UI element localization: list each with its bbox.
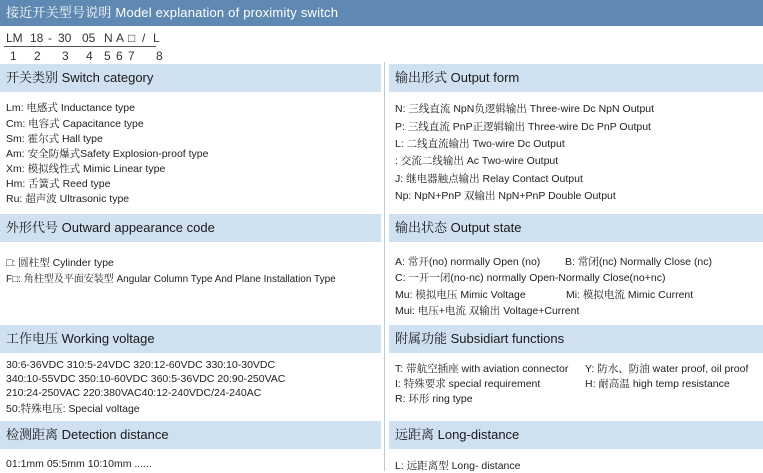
code-index: 4 [86, 49, 93, 63]
detection-distance-list [6, 458, 378, 471]
output-state-list [395, 254, 761, 320]
list-item: □: 圆柱型 Cylinder type [6, 257, 114, 269]
code-part: 30 [58, 31, 72, 45]
detection-distance-header: 检测距离 Detection distance [0, 421, 381, 449]
code-index: 3 [62, 49, 69, 63]
code-index: 1 [10, 49, 17, 63]
list-item: B: 常闭(nc) Normally Close (nc) [565, 256, 713, 268]
code-part: □ [128, 31, 136, 45]
list-item: Am: 安全防爆式Safety Explosion-proof type [6, 148, 209, 160]
outward-appearance-list [6, 255, 378, 289]
code-part: A [116, 31, 125, 45]
switch-category-list [6, 100, 378, 210]
list-item: C: 一开一闭(no-nc) normally Open-Normally Close(no+nc) [395, 272, 666, 284]
list-item: 01:1mm 05:5mm 10:10mm ...... [6, 458, 152, 470]
list-item: I: 特殊要求 special requirement [395, 378, 541, 390]
list-item: 210:24-250VAC 220:380VAC40:12-240VDC/24-240AC [6, 387, 262, 399]
working-voltage-header: 工作电压 Working voltage [0, 325, 381, 353]
code-part: 05 [82, 31, 96, 45]
list-item: Lm: 电感式 Inductance type [6, 102, 135, 114]
list-item: 340:10-55VDC 350:10-60VDC 360:5-36VDC 20:90-250VAC [6, 373, 286, 385]
list-item: L: 远距离型 Long- distance [395, 460, 521, 472]
list-item: : 交流二线输出 Ac Two-wire Output [395, 155, 559, 167]
output-form-header: 输出形式 Output form [389, 64, 763, 92]
outward-appearance-header: 外形代号 Outward appearance code [0, 214, 381, 242]
list-item: 30:6-36VDC 310:5-24VDC 320:12-60VDC 330:10-30VDC [6, 359, 276, 371]
list-item: Hm: 舌簧式 Reed type [6, 178, 111, 190]
list-item: Y: 防水、防油 water proof, oil proof [585, 363, 749, 375]
working-voltage-list [6, 359, 378, 417]
list-item: R: 环形 ring type [395, 393, 473, 405]
list-item: Mui: 电压+电流 双输出 Voltage+Current [395, 305, 580, 317]
code-part: 18 [30, 31, 44, 45]
column-divider [384, 62, 385, 471]
list-item: Mi: 模拟电流 Mimic Current [566, 289, 694, 301]
list-item: F□: 角柱型及平面安装型 Angular Column Type And Plane Installation Type [6, 274, 336, 285]
list-item: P: 三线直流 PnP正逻辑输出 Three-wire Dc PnP Output [395, 121, 651, 133]
list-item: Mu: 模拟电压 Mimic Voltage [395, 289, 526, 301]
code-index: 6 [116, 49, 123, 63]
code-part: L [153, 31, 160, 45]
list-item: T: 带航空插座 with aviation connector [395, 363, 569, 375]
long-distance-list [395, 458, 761, 471]
code-divider [4, 46, 156, 47]
code-part: N [104, 31, 113, 45]
list-item: Ru: 超声波 Ultrasonic type [6, 193, 130, 205]
long-distance-header: 远距离 Long-distance [389, 421, 763, 449]
subsidiary-functions-header: 附属功能 Subsidiart functions [389, 325, 763, 353]
list-item: A: 常开(no) normally Open (no) [395, 256, 541, 268]
list-item: N: 三线直流 NpN负逻辑输出 Three-wire Dc NpN Output [395, 103, 655, 115]
list-item: J: 继电器触点输出 Relay Contact Output [395, 173, 583, 185]
list-item: Sm: 霍尔式 Hall type [6, 133, 103, 145]
list-item: 50:特殊电压: Special voltage [6, 403, 140, 415]
list-item: H: 耐高温 high temp resistance [585, 378, 730, 390]
code-index: 8 [156, 49, 163, 63]
code-index: 7 [128, 49, 135, 63]
code-part: LM [6, 31, 23, 45]
output-form-list [395, 101, 761, 205]
code-index: 5 [104, 49, 111, 63]
output-state-header: 输出状态 Output state [389, 214, 763, 242]
code-part: / [142, 31, 146, 45]
switch-category-header: 开关类别 Switch category [0, 64, 381, 92]
subsidiary-functions-list [395, 361, 761, 409]
code-part: - [48, 31, 52, 45]
list-item: L: 二线直流输出 Two-wire Dc Output [395, 138, 565, 150]
code-index: 2 [34, 49, 41, 63]
list-item: Xm: 模拟线性式 Mimic Linear type [6, 163, 166, 175]
page-title: 接近开关型号说明 Model explanation of proximity switch [0, 0, 763, 26]
list-item: Cm: 电容式 Capacitance type [6, 118, 144, 130]
list-item: Np: NpN+PnP 双输出 NpN+PnP Double Output [395, 190, 616, 202]
